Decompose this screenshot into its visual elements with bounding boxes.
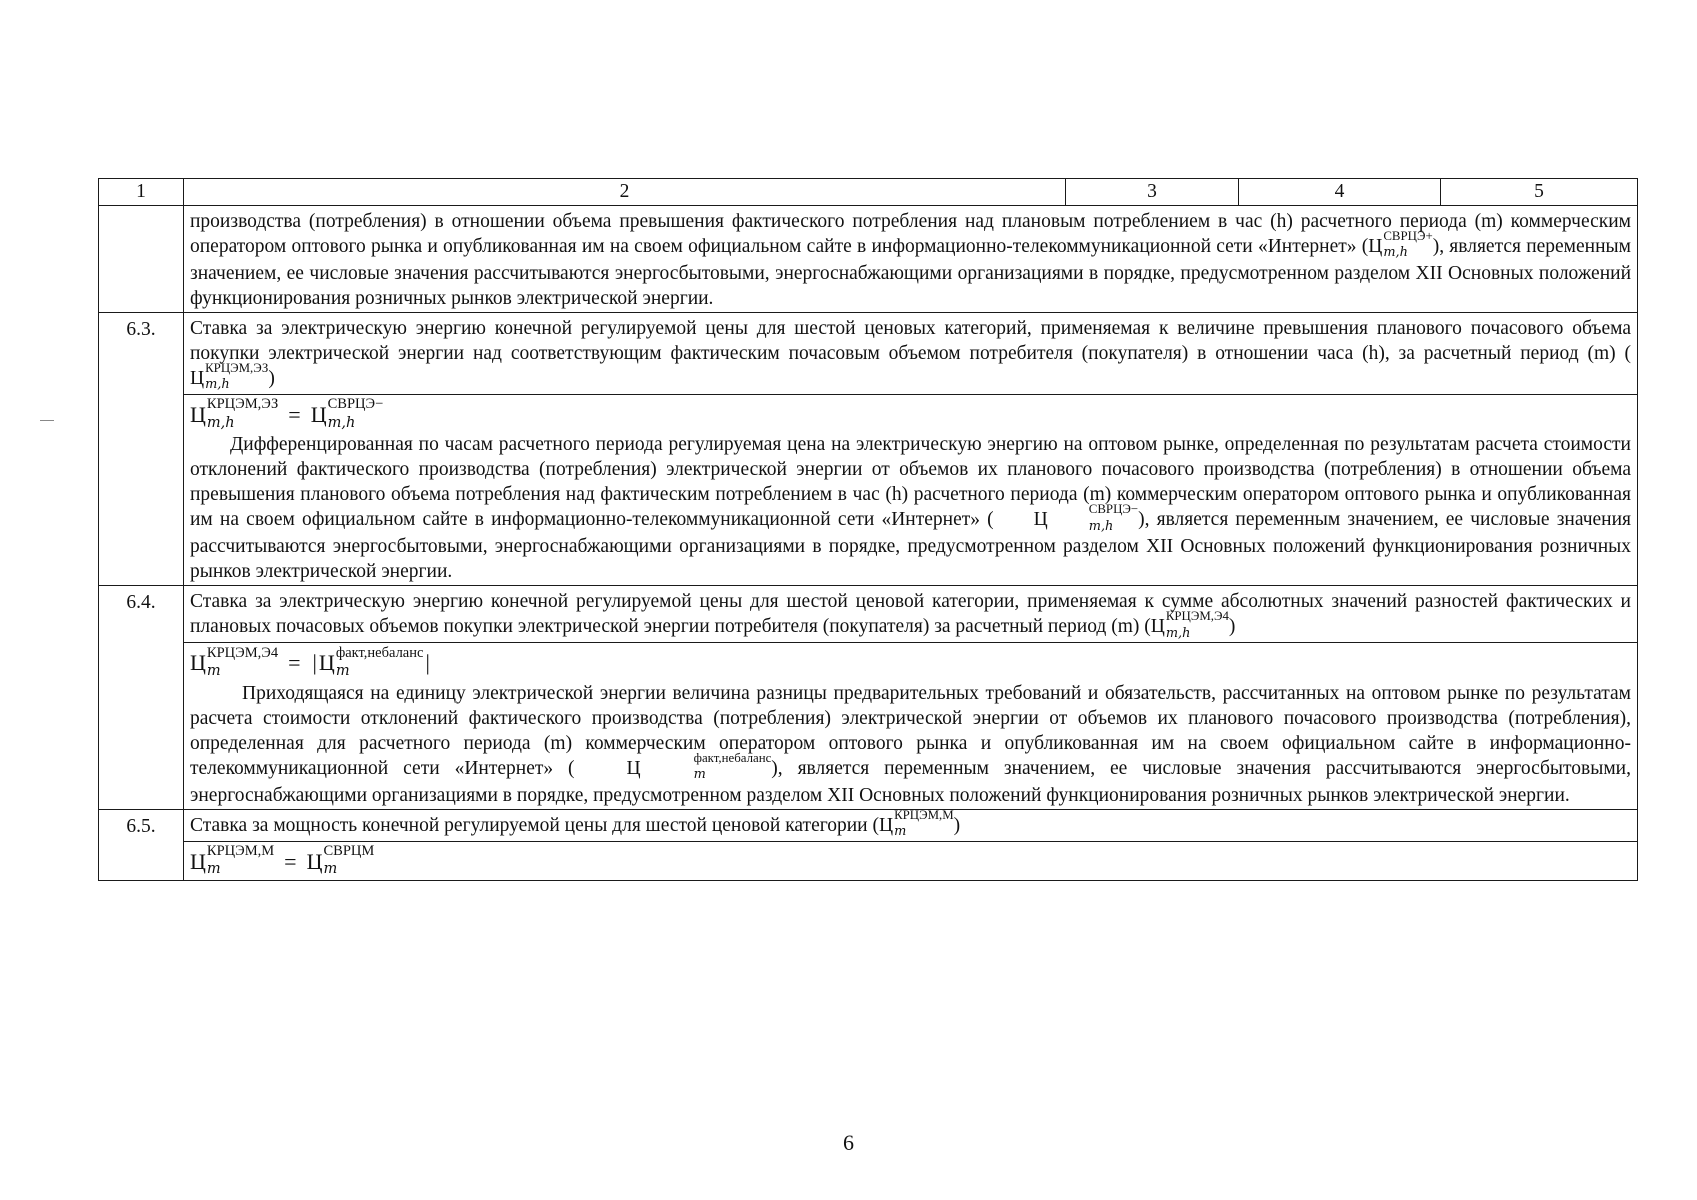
table-row xyxy=(99,586,1638,643)
row-number: 6.3. xyxy=(99,313,184,586)
page-number: 6 xyxy=(843,1130,854,1155)
header-col-1: 1 xyxy=(99,179,184,206)
table-row xyxy=(99,809,1638,841)
price-symbol: Ц КРЦЭМ,Э4 m,h xyxy=(1150,609,1229,641)
margin-mark xyxy=(40,420,54,421)
table-row xyxy=(99,643,1638,809)
formula: Ц КРЦЭМ,Э4 m = |Ц факт,небаланс m | xyxy=(190,644,430,679)
paragraph: производства (потребления) в отношении объема превышения фактического потребления над плановым потреблением в час (h) расчетного периода (m) коммерческим оператором оптового рынка и опубликованная им на своем официальном сайте в информационно-телекоммуникационной сети «Интернет» (Ц СВРЦЭ+ m,h ), является переменным значением, ее числовые значения рассчитываются энергосбытовыми, энергоснабжающими организациями в порядке, предусмотренном разделом XII Основных положений функционирования розничных рынков электрической энергии. xyxy=(190,211,1631,310)
row-number: 6.4. xyxy=(99,586,184,809)
price-symbol: Ц СВРЦЭ− m,h xyxy=(1033,502,1139,534)
row-formula-body xyxy=(184,395,1638,586)
table-row xyxy=(99,841,1638,880)
row-text xyxy=(184,206,1638,313)
paragraph: Дифференцированная по часам расчетного периода регулируемая цена на электрическую энергию на оптовом рынке, определенная по результатам расчета стоимости отклонений фактического производства (потребления) электрической энергии от объемов их планового почасового производства (потребления) в отношении объема превышения планового объема потребления над фактическим потреблением в час (h) расчетного периода (m) коммерческим оператором оптового рынка и опубликованная им на своем официальном сайте в информационно-телекоммуникационной сети «Интернет» ( Ц СВРЦЭ− m,h ), является переменным значением, ее числовые значения рассчитываются энергосбытовыми, энергоснабжающими организациями в порядке, предусмотренном разделом XII Основных положений функционирования розничных рынков электрической энергии. xyxy=(190,434,1632,583)
table-row xyxy=(99,395,1638,586)
row-formula xyxy=(184,841,1638,880)
row-formula-body xyxy=(184,643,1638,809)
header-col-4: 4 xyxy=(1239,179,1441,206)
table-row xyxy=(99,206,1638,313)
price-symbol: Ц СВРЦЭ+ m,h xyxy=(1368,229,1433,261)
header-col-3: 3 xyxy=(1066,179,1239,206)
row-title: Ставка за электрическую энергию конечной регулируемой цены для шестой ценовой категории, применяемая к сумме абсолютных значений разностей фактических и плановых почасовых объемов покупки электрической энергии потребителя (покупателя) за расчетный период (m) (Ц КРЦЭМ,Э4 m,h ) xyxy=(184,586,1638,643)
header-col-2: 2 xyxy=(184,179,1066,206)
row-number: 6.5. xyxy=(99,809,184,880)
table-row xyxy=(99,313,1638,395)
paragraph: Приходящаяся на единицу электрической энергии величина разницы предварительных требований и обязательств, рассчитанных на оптовом рынке по результатам расчета стоимости отклонений фактического производства (потребления) электрической энергии от объемов их планового почасового производства (потребления), определенная для расчетного периода (m) коммерческим оператором оптового рынка и опубликованная им на своем официальном сайте в информационно-телекоммуникационной сети «Интернет» ( Ц факт,небаланс m ), является переменным значением, ее числовые значения рассчитываются энергосбытовыми, энергоснабжающими организациями в порядке, предусмотренном разделом XII Основных положений функционирования розничных рынков электрической энергии. xyxy=(190,682,1631,806)
price-symbol: Ц КРЦЭМ,ЭЗ m,h xyxy=(190,361,269,393)
header-col-5: 5 xyxy=(1441,179,1638,206)
formula: Ц КРЦЭМ,М m = Ц СВРЦМ m xyxy=(190,843,375,878)
row-title: Ставка за электрическую энергию конечной регулируемой цены для шестой ценовых категорий, применяемая к величине превышения планового почасового объема покупки электрической энергии над соответствующим фактическим почасовым объемом потребителя (покупателя) в отношении часа (h), за расчетный период (m) (Ц КРЦЭМ,ЭЗ m,h ) xyxy=(184,313,1638,395)
row-title: Ставка за мощность конечной регулируемой цены для шестой ценовой категории (Ц КРЦЭМ,М m ) xyxy=(184,809,1638,841)
row-number-empty xyxy=(99,206,184,313)
tariff-table xyxy=(98,178,1638,881)
price-symbol: Ц КРЦЭМ,М m xyxy=(878,807,954,839)
table-header-row xyxy=(99,179,1638,206)
price-symbol: Ц факт,небаланс m xyxy=(626,750,772,782)
formula: Ц КРЦЭМ,ЭЗ m,h = Ц СВРЦЭ− m,h xyxy=(190,396,384,431)
